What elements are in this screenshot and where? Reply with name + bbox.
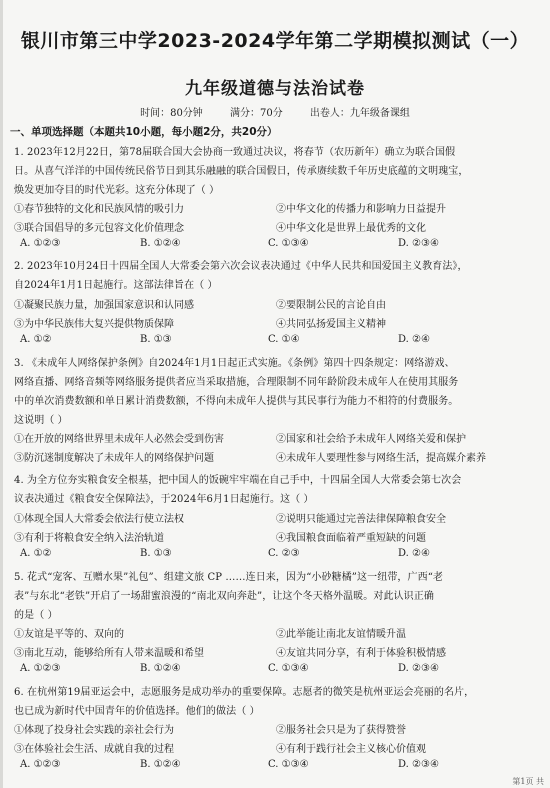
q2-option: ③为中华民族伟大复兴提供物质保障 — [14, 319, 174, 330]
q5-option: ④友谊共同分享，有利于体验积极情感 — [276, 648, 446, 659]
q5-option: ③南北互动，能够给所有人带来温暖和希望 — [14, 648, 204, 659]
exam-meta — [0, 104, 550, 119]
q1-answer: B. ①②④ — [140, 238, 181, 249]
q4-option: ④我国粮食面临着严重短缺的问题 — [276, 533, 426, 544]
q3-option: ④未成年人要理性参与网络生活，提高媒介素养 — [276, 453, 486, 464]
q6-option: ③在体验社会生活、成就自我的过程 — [14, 744, 174, 755]
q3-option: ③防沉迷制度解决了未成年人的网络保护问题 — [14, 453, 214, 464]
q2-answer: A. ①② — [20, 334, 52, 345]
q5-answer: B. ①②④ — [140, 663, 181, 674]
q2-option: ④共同弘扬爱国主义精神 — [276, 319, 386, 330]
exam-time: 时间：80分钟 — [140, 108, 203, 119]
q2-answer: C. ①④ — [268, 334, 300, 345]
q3-line: 中的单次消费数额和单日累计消费数额，不得向未成年人提供与其民事行为能力不相符的付费服务。 — [14, 396, 459, 407]
q6-answer: D. ②③④ — [398, 759, 439, 770]
q2-option: ①凝聚民族力量，加强国家意识和认同感 — [14, 300, 194, 311]
q6-answer: A. ①②③ — [20, 759, 61, 770]
exam-author: 出卷人：九年级备课组 — [309, 108, 410, 119]
q1-answer: D. ②③④ — [398, 238, 439, 249]
q4-answer: C. ②③ — [268, 548, 300, 559]
q5-option: ①友谊是平等的、双向的 — [14, 629, 124, 640]
q3-line: 3. 《未成年人网络保护条例》自2024年1月1日起正式实施。《条例》第四十四条规定：网络游戏、 — [14, 358, 455, 369]
q3-line: 这说明（ ） — [14, 415, 68, 426]
q3-option: ②国家和社会给予未成年人网络关爱和保护 — [276, 434, 466, 445]
q5-line: 的是（ ） — [14, 610, 58, 621]
q6-option: ④有利于践行社会主义核心价值观 — [276, 744, 426, 755]
q3-option: ①在开放的网络世界里未成年人必然会受到伤害 — [14, 434, 224, 445]
q4-answer: D. ②④ — [398, 548, 430, 559]
q1-option: ④中华文化是世界上最优秀的文化 — [276, 223, 426, 234]
q1-line: 1. 2023年12月22日，第78届联合国大会协商一致通过决议，将春节（农历新年）确立为联合国假 — [14, 147, 456, 158]
q5-line: 表”与东北“老铁”开启了一场甜蜜浪漫的“南北双向奔赴”，让这个冬天格外温暖。对此认识正确 — [14, 591, 434, 602]
q1-option: ②中华文化的传播力和影响力日益提升 — [276, 204, 446, 215]
q1-answer: C. ①③④ — [268, 238, 309, 249]
q5-option: ②此举能让南北友谊情暖升温 — [276, 629, 406, 640]
exam-title: 银川市第三中学2023-2024学年第二学期模拟测试（一） — [20, 30, 530, 52]
q1-option: ③联合国倡导的多元包容文化价值理念 — [14, 223, 184, 234]
q2-line: 2. 2023年10月24日十四届全国人大常委会第六次会议表决通过《中华人民共和国爱国主义教育法》， — [14, 261, 468, 272]
q4-option: ②说明只能通过完善法律保障粮食安全 — [276, 514, 446, 525]
q4-line: 4. 为全方位夯实粮食安全根基，把中国人的饭碗牢牢端在自己手中，十四届全国人大常委会第七次会 — [14, 475, 462, 486]
q2-line: 自2024年1月1日起施行。这部法律旨在（ ） — [14, 280, 218, 291]
q6-line: 6. 在杭州第19届亚运会中，志愿服务是成功举办的重要保障。志愿者的微笑是杭州亚运会亮丽的名片， — [14, 687, 475, 698]
q2-option: ②要限制公民的言论自由 — [276, 300, 386, 311]
q5-answer: C. ①③④ — [268, 663, 309, 674]
q5-answer: D. ②③④ — [398, 663, 439, 674]
q4-option: ③有利于将粮食安全纳入法治轨道 — [14, 533, 164, 544]
q4-line: 议表决通过《粮食安全保障法》，于2024年6月1日起施行。这（ ） — [14, 494, 314, 505]
q1-line: 焕发更加夺目的时代光彩。这充分体现了（ ） — [14, 185, 220, 196]
q6-answer: C. ①③④ — [268, 759, 309, 770]
q4-option: ①体现全国人大常委会依法行使立法权 — [14, 514, 184, 525]
q4-answer: A. ①② — [20, 548, 52, 559]
q1-option: ①春节独特的文化和民族风情的吸引力 — [14, 204, 184, 215]
q5-answer: A. ①②③ — [20, 663, 61, 674]
q5-line: 5. 花式“宠客、互赠水果”礼包”、组建文旅 CP ……连日来，因为“小砂糖橘”这一纽带，广西“老 — [14, 572, 444, 583]
q1-line: 日。从喜气洋洋的中国传统民俗节日到其乐融融的联合国假日，传承赓续数千年历史底蕴的文明瑰宝， — [14, 166, 469, 177]
q6-line: 也已成为新时代中国青年的价值选择。他们的做法（ ） — [14, 706, 260, 717]
page-number: 第1页 共 — [512, 777, 544, 786]
q4-answer: B. ①③ — [140, 548, 172, 559]
q6-option: ①体现了投身社会实践的亲社会行为 — [14, 725, 174, 736]
exam-score: 满分：70分 — [230, 108, 283, 119]
q2-answer: D. ②④ — [398, 334, 430, 345]
exam-subtitle: 九年级道德与法治试卷 — [185, 79, 365, 99]
q3-line: 网络直播、网络音频等网络服务提供者应当采取措施，合理限制不同年龄阶段未成年人在使用其服务 — [14, 377, 459, 388]
section-heading: 一、单项选择题（本题共10小题，每小题2分，共20分） — [10, 126, 278, 138]
q6-option: ②服务社会只是为了获得赞誉 — [276, 725, 406, 736]
q2-answer: B. ①③ — [140, 334, 172, 345]
q1-answer: A. ①②③ — [20, 238, 61, 249]
q6-answer: B. ①②④ — [140, 759, 181, 770]
